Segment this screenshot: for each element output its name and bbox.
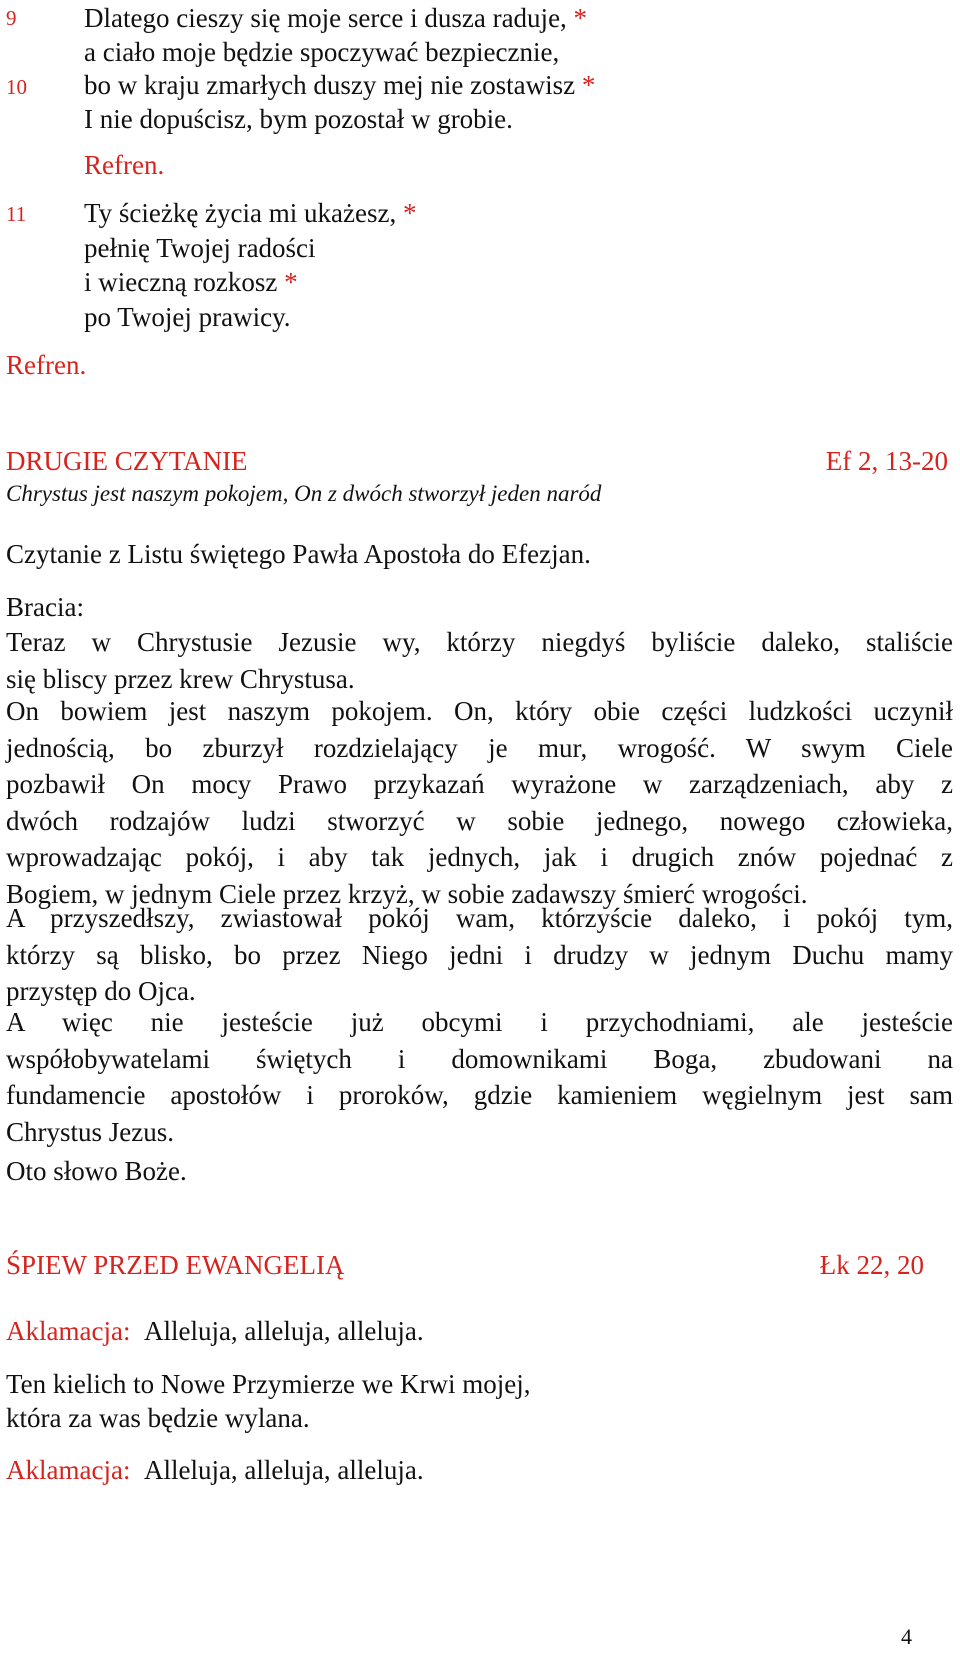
- reading-paragraph: [6, 1004, 953, 1150]
- scripture-reference: Ef 2, 13-20: [825, 446, 948, 476]
- text-line: Bogiem, w jednym Ciele przez krzyż, w sobie zadawszy śmierć wrogości.: [6, 878, 808, 909]
- acclamation-label: Aklamacja:: [6, 1455, 131, 1485]
- reading-subtitle: Chrystus jest naszym pokojem, On z dwóch stworzył jeden naród: [6, 481, 602, 506]
- psalm-line: bo w kraju zmarłych duszy mej nie zostawisz *: [84, 70, 596, 100]
- text-line: jednością, bo zburzył rozdzielający je mur, wrogość. W swym Ciele: [6, 732, 953, 763]
- text-line: fundamencie apostołów i proroków, gdzie kamieniem węgielnym jest sam: [6, 1080, 953, 1110]
- text-line: wprowadzając pokój, i aby tak jednych, jak i drugich znów pojednać z: [6, 842, 953, 872]
- text-line: A przyszedłszy, zwiastował pokój wam, którzyście daleko, i pokój tym,: [6, 903, 953, 933]
- asterisk-mark: *: [402, 198, 417, 228]
- text-line: się bliscy przez krew Chrystusa.: [6, 663, 355, 694]
- psalm-line: I nie dopuścisz, bym pozostał w grobie.: [84, 104, 513, 134]
- asterisk-mark: *: [284, 267, 298, 297]
- acclamation-line: [6, 1316, 424, 1347]
- text-line: współobywatelami świętych i domownikami Boga, zbudowani na: [6, 1043, 953, 1074]
- verse-number: 11: [6, 202, 27, 226]
- verse-number: 10: [6, 75, 27, 99]
- refrain-label: Refren.: [84, 150, 165, 180]
- text-line: pozbawił On mocy Prawo przykazań wyrażone w zarządzeniach, aby z: [6, 769, 953, 799]
- text-line: dwóch rodzajów ludzi stworzyć w sobie jednego, nowego człowieka,: [6, 805, 953, 836]
- reading-address: Bracia:: [6, 592, 84, 622]
- section-heading: DRUGIE CZYTANIE: [6, 446, 248, 476]
- reading-paragraph: [6, 693, 953, 912]
- reading-closing: Oto słowo Boże.: [6, 1156, 187, 1186]
- psalm-line: po Twojej prawicy.: [84, 302, 291, 332]
- psalm-line: i wieczną rozkosz *: [84, 267, 298, 297]
- acclamation-label: Aklamacja:: [6, 1316, 131, 1346]
- section-heading: ŚPIEW PRZED EWANGELIĄ: [6, 1250, 345, 1280]
- acclamation-text: Alleluja, alleluja, alleluja.: [143, 1316, 424, 1346]
- psalm-line: pełnię Twojej radości: [84, 233, 316, 263]
- text-line: A więc nie jesteście już obcymi i przychodniami, ale jesteście: [6, 1007, 953, 1037]
- text-line: On bowiem jest naszym pokojem. On, który obie części ludzkości uczynił: [6, 696, 953, 726]
- asterisk-mark: *: [581, 70, 596, 100]
- verse-number: 9: [6, 6, 17, 30]
- text-line: Teraz w Chrystusie Jezusie wy, którzy niegdyś byliście daleko, staliście: [6, 627, 953, 657]
- psalm-line: Dlatego cieszy się moje serce i dusza raduje, *: [84, 3, 588, 33]
- page-number: 4: [901, 1624, 912, 1649]
- text-line: przystęp do Ojca.: [6, 976, 196, 1006]
- acclamation-text: Alleluja, alleluja, alleluja.: [143, 1455, 424, 1485]
- reading-intro: Czytanie z Listu świętego Pawła Apostoła do Efezjan.: [6, 539, 591, 569]
- acclamation-line: [6, 1455, 424, 1486]
- verse-line: która za was będzie wylana.: [6, 1403, 310, 1433]
- psalm-line: a ciało moje będzie spoczywać bezpiecznie,: [84, 37, 560, 67]
- verse-line: Ten kielich to Nowe Przymierze we Krwi mojej,: [6, 1369, 531, 1399]
- refrain-label: Refren.: [6, 350, 87, 380]
- reading-paragraph: [6, 624, 953, 697]
- text-line: Chrystus Jezus.: [6, 1116, 174, 1147]
- psalm-line: Ty ścieżkę życia mi ukażesz, *: [84, 198, 417, 228]
- scripture-reference: Łk 22, 20: [819, 1250, 924, 1280]
- reading-paragraph: [6, 900, 953, 1010]
- text-line: którzy są blisko, bo przez Niego jedni i drudzy w jednym Duchu mamy: [6, 939, 953, 970]
- asterisk-mark: *: [573, 3, 588, 33]
